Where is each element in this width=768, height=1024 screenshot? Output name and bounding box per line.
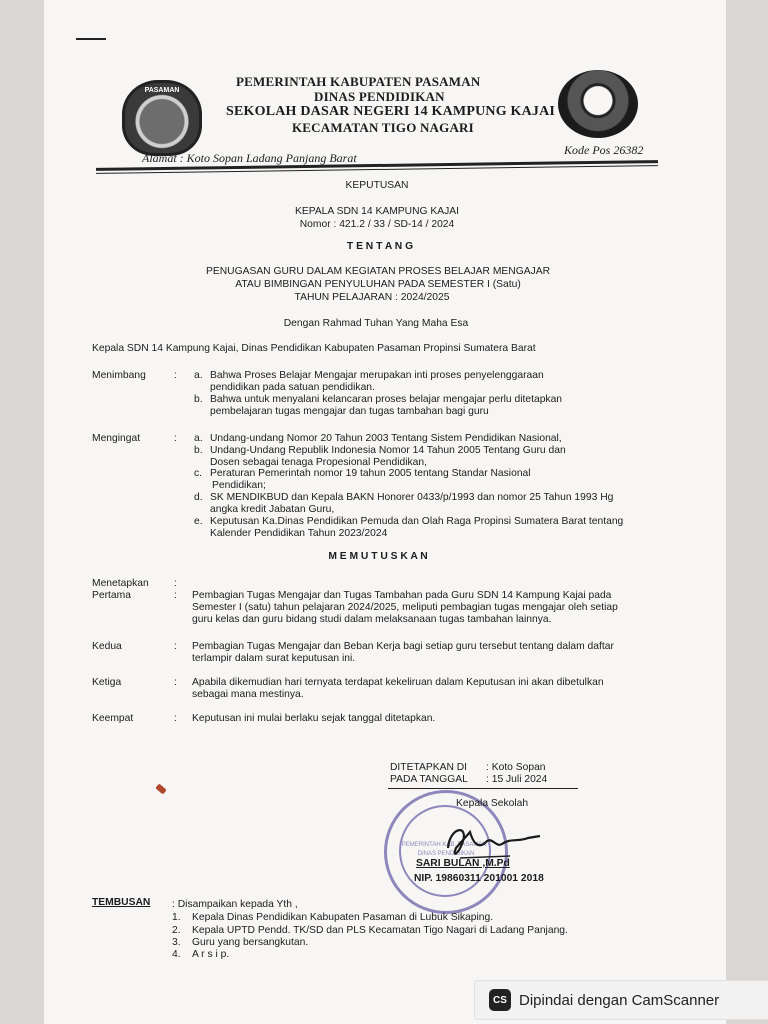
- doc-blessing: Dengan Rahmad Tuhan Yang Maha Esa: [283, 318, 469, 329]
- mengingat-d-marker: d.: [194, 492, 203, 503]
- mengingat-e-marker: e.: [194, 516, 203, 527]
- ketiga-line-2: sebagai mana mestinya.: [192, 689, 304, 700]
- kedua-label: Kedua: [92, 641, 122, 652]
- pertama-colon: :: [174, 590, 177, 601]
- mengingat-b-line-2: Dosen sebagai tenaga Propesional Pendidikan,: [210, 457, 427, 468]
- pertama-label: Pertama: [92, 590, 131, 601]
- menetapkan-colon: :: [174, 578, 177, 589]
- mengingat-c-marker: c.: [194, 468, 203, 479]
- menimbang-colon: :: [174, 370, 177, 381]
- tembusan-3-text: Guru yang bersangkutan.: [192, 937, 309, 948]
- tembusan-1-number: 1.: [172, 912, 181, 923]
- keempat-line-1: Keputusan ini mulai berlaku sejak tanggal ditetapkan.: [192, 713, 436, 724]
- mengingat-a-marker: a.: [194, 433, 203, 444]
- kedua-line-1: Pembagian Tugas Mengajar dan Beban Kerja bagi setiap guru tersebut tentang dalam daftar: [192, 641, 614, 652]
- doc-number: Nomor : 421.2 / 33 / SD-14 / 2024: [299, 219, 455, 230]
- menimbang-b-line-1: Bahwa untuk menyalani kelancaran proses belajar mengajar perlu ditetapkan: [210, 394, 563, 405]
- tembusan-2-text: Kepala UPTD Pendd. TK/SD dan PLS Kecamatan Tigo Nagari di Ladang Panjang.: [192, 925, 568, 936]
- mengingat-e-line-1: Keputusan Ka.Dinas Pendidikan Pemuda dan Olah Raga Propinsi Sumatera Barat tentang: [210, 516, 624, 527]
- date-label: PADA TANGGAL: [390, 774, 468, 785]
- camscanner-label: Dipindai dengan CamScanner: [519, 991, 720, 1009]
- letterhead-line-2: DINAS PENDIDIKAN: [314, 89, 445, 104]
- ketiga-colon: :: [174, 677, 177, 688]
- tembusan-2-number: 2.: [172, 925, 181, 936]
- tembusan-4-number: 4.: [172, 949, 181, 960]
- doc-intro: Kepala SDN 14 Kampung Kajai, Dinas Pendidikan Kabupaten Pasaman Propinsi Sumatera Barat: [92, 343, 536, 354]
- mengingat-c-line-2: Pendidikan;: [212, 480, 266, 491]
- tembusan-3-number: 3.: [172, 937, 181, 948]
- tembusan-intro: : Disampaikan kepada Yth ,: [172, 899, 298, 910]
- menimbang-b-line-2: pembelajaran tugas mengajar dan tugas tambahan bagi guru: [210, 406, 489, 417]
- tembusan-4-text: A r s i p.: [192, 949, 230, 960]
- memutuskan-heading: M E M U T U S K A N: [328, 551, 428, 562]
- tut-wuri-logo-icon: [558, 70, 638, 138]
- letterhead-postal-code: Kode Pos 26382: [564, 143, 644, 157]
- letterhead-line-1: PEMERINTAH KABUPATEN PASAMAN: [236, 74, 481, 89]
- mengingat-a-line-1: Undang-undang Nomor 20 Tahun 2003 Tentang Sistem Pendidikan Nasional,: [210, 433, 562, 444]
- menimbang-b-marker: b.: [194, 394, 203, 405]
- camscanner-badge: [474, 980, 768, 1020]
- tembusan-label: TEMBUSAN: [92, 897, 151, 908]
- date-value: : 15 Juli 2024: [486, 774, 548, 785]
- doc-subject-2: ATAU BIMBINGAN PENYULUHAN PADA SEMESTER I (Satu): [235, 279, 521, 290]
- doc-about: T E N T A N G: [346, 241, 414, 252]
- mengingat-b-line-1: Undang-Undang Republik Indonesia Nomor 14 Tahun 2005 Tentang Guru dan: [210, 445, 566, 456]
- pertama-line-3: guru kelas dan guru bidang studi dalam melaksanaan tugas tambahan lainnya.: [192, 614, 552, 625]
- letterhead-address: Alamat : Koto Sopan Ladang Panjang Barat: [142, 151, 357, 165]
- mengingat-d-line-2: angka kredit Jabatan Guru,: [210, 504, 335, 515]
- date-rule: [388, 788, 578, 789]
- menetapkan-label: Menetapkan: [92, 578, 149, 589]
- doc-subject-1: PENUGASAN GURU DALAM KEGIATAN PROSES BELAJAR MENGAJAR: [205, 266, 551, 277]
- mengingat-e-line-2: Kalender Pendidikan Tahun 2023/2024: [210, 528, 388, 539]
- keempat-label: Keempat: [92, 713, 134, 724]
- menimbang-a-marker: a.: [194, 370, 203, 381]
- doc-subject-3: TAHUN PELAJARAN : 2024/2025: [294, 292, 450, 303]
- menimbang-label: Menimbang: [92, 370, 146, 381]
- ink-mark: [155, 783, 167, 794]
- stamp-text: PEMERINTAH KAB. PASAMAN · DINAS PENDIDIKAN: [401, 842, 491, 857]
- pertama-line-2: Semester I (satu) tahun pelajaran 2024/2025, meliputi pembagian tugas mengajar oleh setiap: [192, 602, 618, 613]
- menimbang-a-line-1: Bahwa Proses Belajar Mengajar merupakan inti proses penyelenggaraan: [210, 370, 544, 381]
- signer-role: Kepala Sekolah: [456, 798, 529, 809]
- place-value: : Koto Sopan: [486, 762, 546, 773]
- tembusan-1-text: Kepala Dinas Pendidikan Kabupaten Pasaman di Lubuk Sikaping.: [192, 912, 494, 923]
- kedua-colon: :: [174, 641, 177, 652]
- ketiga-line-1: Apabila dikemudian hari ternyata terdapat kekeliruan dalam Keputusan ini akan dibetulkan: [192, 677, 604, 688]
- mengingat-label: Mengingat: [92, 433, 141, 444]
- doc-issuer: KEPALA SDN 14 KAMPUNG KAJAI: [294, 206, 460, 217]
- doc-type: KEPUTUSAN: [345, 180, 409, 191]
- mengingat-b-marker: b.: [194, 445, 203, 456]
- place-label: DITETAPKAN DI: [390, 762, 468, 773]
- camscanner-icon: CS: [489, 989, 511, 1011]
- pertama-line-1: Pembagian Tugas Mengajar dan Tugas Tambahan pada Guru SDN 14 Kampung Kajai pada: [192, 590, 612, 601]
- mengingat-c-line-1: Peraturan Pemerintah nomor 19 tahun 2005 tentang Standar Nasional: [210, 468, 531, 479]
- letterhead-line-3: SEKOLAH DASAR NEGERI 14 KAMPUNG KAJAI: [226, 104, 556, 119]
- pasaman-logo-icon: [122, 80, 202, 156]
- mengingat-colon: :: [174, 433, 177, 444]
- signer-name: SARI BULAN ,M.Pd: [416, 858, 510, 869]
- letterhead-line-4: KECAMATAN TIGO NAGARI: [292, 120, 474, 135]
- ketiga-label: Ketiga: [92, 677, 122, 688]
- signer-nip: NIP. 19860311 201001 2018: [414, 873, 544, 884]
- keempat-colon: :: [174, 713, 177, 724]
- mengingat-d-line-1: SK MENDIKBUD dan Kepala BAKN Honorer 0433/p/1993 dan nomor 25 Tahun 1993 Hg: [210, 492, 614, 503]
- logo-label: PASAMAN: [144, 87, 180, 94]
- kedua-line-2: terlampir dalam surat keputusan ini.: [192, 653, 356, 664]
- scan-mark: [76, 38, 106, 40]
- menimbang-a-line-2: pendidikan pada satuan pendidikan.: [210, 382, 375, 393]
